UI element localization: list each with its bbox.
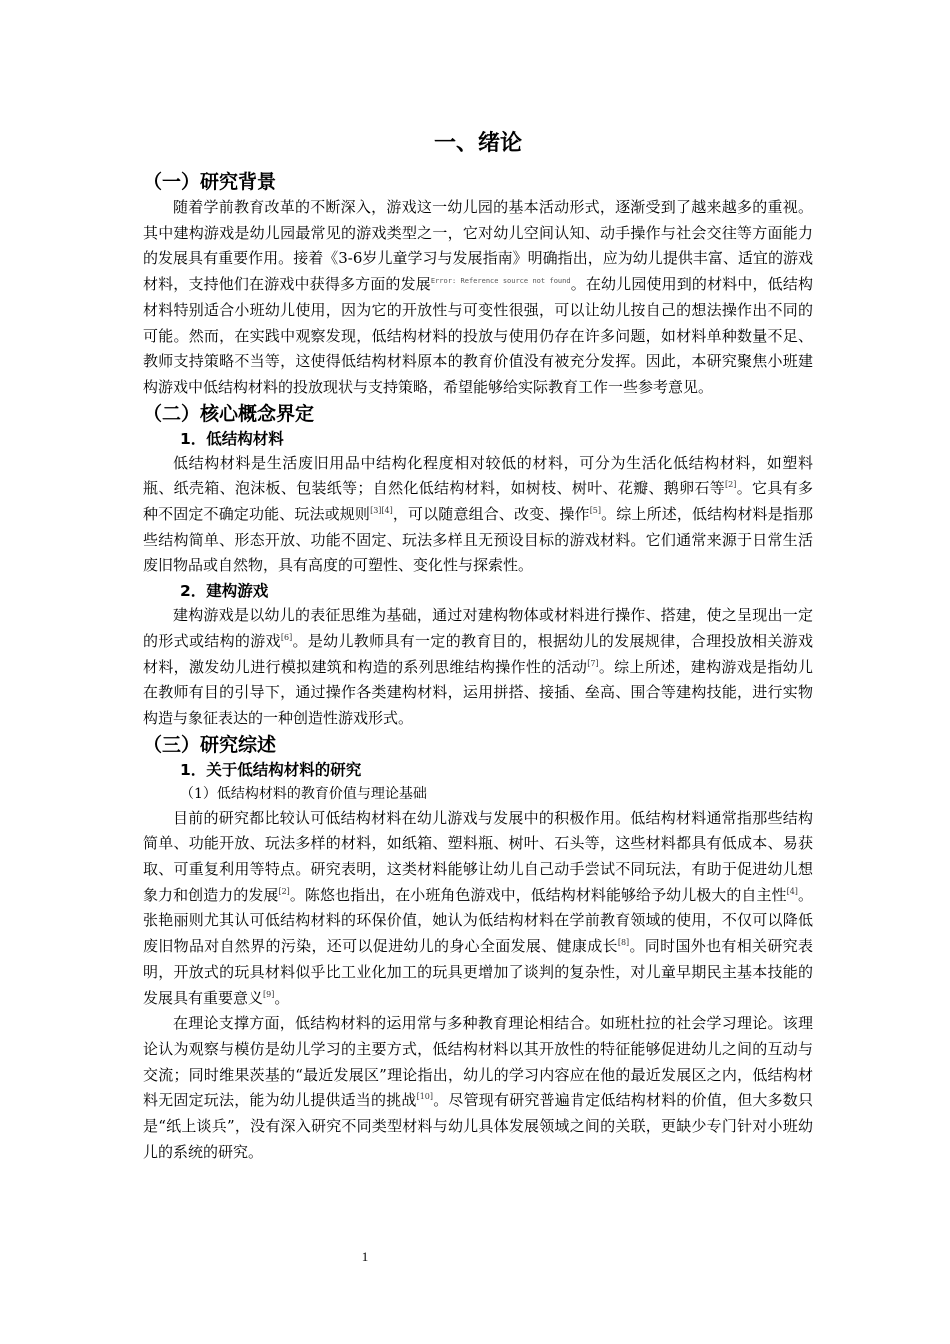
text-run: 。同时国外也有相关研究表明，开放式的玩具材料似乎比工业化加工的玩具更增加了谈判的复杂性，对儿童早期民主基本技能的发展具有重要意义	[143, 937, 813, 1007]
citation-ref: [10]	[416, 1092, 434, 1102]
subheading-construction-play: 2．建构游戏	[180, 582, 269, 601]
paragraph-low-structure-materials	[143, 451, 813, 580]
citation-ref: [5]	[589, 506, 602, 516]
text-run: 随着学前教育改革的不断深入，游戏这一幼儿园的基本活动形式，逐渐受到了越来越多的重视。其中建构游戏是幼儿园最常见的游戏类型之一，它对幼儿空间认知、动手操作与社会交往等方面能力的发展具有重要作用。接着《3-6岁儿童学习与发展指南》明确指出，应为幼儿提供丰富、适宜的游戏材料，支持他们在游戏中获得多方面的发展	[143, 198, 813, 294]
text-run: 。综上所述，建构游戏是指幼儿在教师有目的引导下，通过操作各类建构材料，运用拼搭、接插、垒高、围合等建构技能，进行实物构造与象征表达的一种创造性游戏形式。	[143, 657, 813, 727]
paragraph-construction-play	[143, 603, 813, 732]
citation-ref: [4]	[786, 886, 798, 896]
text-run: 。它具有多种不固定不确定功能、玩法或规则	[143, 479, 813, 524]
chapter-title: 一、绪论	[433, 131, 522, 156]
section-heading-background: （一）研究背景	[143, 171, 277, 193]
citation-ref: [7]	[587, 658, 599, 668]
citation-ref: [3][4]	[370, 506, 393, 516]
paragraph-review-2	[143, 1011, 813, 1165]
document-page	[143, 125, 813, 1166]
section-heading-review: （三）研究综述	[143, 733, 277, 756]
text-run: 。是幼儿教师具有一定的教育目的，根据幼儿的发展规律，合理投放相关游戏材料，激发幼儿进行模拟建筑和构造的系列思维结构操作性的活动	[143, 631, 813, 676]
text-run: 低结构材料是生活废旧用品中结构化程度相对较低的材料，可分为生活化低结构材料，如塑料瓶、纸壳箱、泡沫板、包装纸等；自然化低结构材料，如树枝、树叶、花瓣、鹅卵石等	[143, 453, 813, 498]
section-heading-definitions: （二）核心概念界定	[143, 402, 315, 425]
subheading-low-structure-materials: 1．低结构材料	[180, 429, 284, 448]
citation-ref: [2]	[278, 886, 290, 896]
text-run: 。综上所述，低结构材料是指那些结构简单、形态开放、功能不固定、玩法多样且无预设目标的游戏材料。它们通常来源于日常生活废旧物品或自然物，具有高度的可塑性、变化性与探索性。	[143, 505, 813, 575]
text-run: 在理论支撑方面，低结构材料的运用常与多种教育理论相结合。如班杜拉的社会学习理论。该理论认为观察与模仿是幼儿学习的主要方式，低结构材料以其开放性的特征能够促进幼儿之间的互动与交流；同时维果茨基的“最近发展区”理论指出，幼儿的学习内容应在他的最近发展区之内，低结构材料无固定玩法，能为幼儿提供适当的挑战	[143, 1014, 813, 1110]
text-run: 。在幼儿园使用到的材料中，低结构材料特别适合小班幼儿使用，因为它的开放性与可变性很强，可以让幼儿按自己的想法操作出不同的可能。然而，在实践中观察发现，低结构材料的投放与使用仍存在许多问题，如材料单种数量不足、教师支持策略不当等，这使得低结构材料原本的教育价值没有被充分发挥。因此，本研究聚焦小班建构游戏中低结构材料的投放现状与支持策略，希望能够给实际教育工作一些参考意见。	[143, 275, 813, 396]
citation-ref: [2]	[725, 480, 737, 490]
text-run: 。张艳丽则尤其认可低结构材料的环保价值，她认为低结构材料在学前教育领域的使用，不仅可以降低废旧物品对自然界的污染，还可以促进幼儿的身心全面发展、健康成长	[143, 885, 813, 956]
page-number: 1	[361, 1249, 369, 1264]
text-run: 目前的研究都比较认可低结构材料在幼儿游戏与发展中的积极作用。低结构材料通常指那些结构简单、功能开放、玩法多样的材料，如纸箱、塑料瓶、树叶、石头等，这些材料都具有低成本、易获取、可重复利用等特点。研究表明，这类材料能够让幼儿自己动手尝试不同玩法，有助于促进幼儿想象力和创造力的发展	[143, 808, 813, 904]
citation-ref: [6]	[280, 632, 293, 642]
subsubheading-value-theory: （1）低结构材料的教育价值与理论基础	[180, 785, 427, 802]
citation-error: Error: Reference source not found	[430, 277, 571, 286]
citation-ref: [8]	[617, 938, 630, 948]
text-run: 。尽管现有研究普遍肯定低结构材料的价值，但大多数只是“纸上谈兵”，没有深入研究不同类型材料与幼儿具体发展领域之间的关联，更缺少专门针对小班幼儿的系统的研究。	[143, 1091, 813, 1161]
text-run: 建构游戏是以幼儿的表征思维为基础，通过对建构物体或材料进行操作、搭建，使之呈现出一定的形式或结构的游戏	[143, 606, 813, 650]
text-run: 。陈悠也指出，在小班角色游戏中，低结构材料能够给予幼儿极大的自主性	[289, 885, 787, 904]
paragraph-review-1	[143, 806, 813, 1012]
text-run: 。	[274, 988, 290, 1007]
text-run: ，可以随意组合、改变、操作	[392, 505, 590, 524]
paragraph-background	[143, 195, 813, 401]
citation-ref: [9]	[263, 989, 275, 999]
subheading-review-materials: 1．关于低结构材料的研究	[180, 760, 362, 779]
